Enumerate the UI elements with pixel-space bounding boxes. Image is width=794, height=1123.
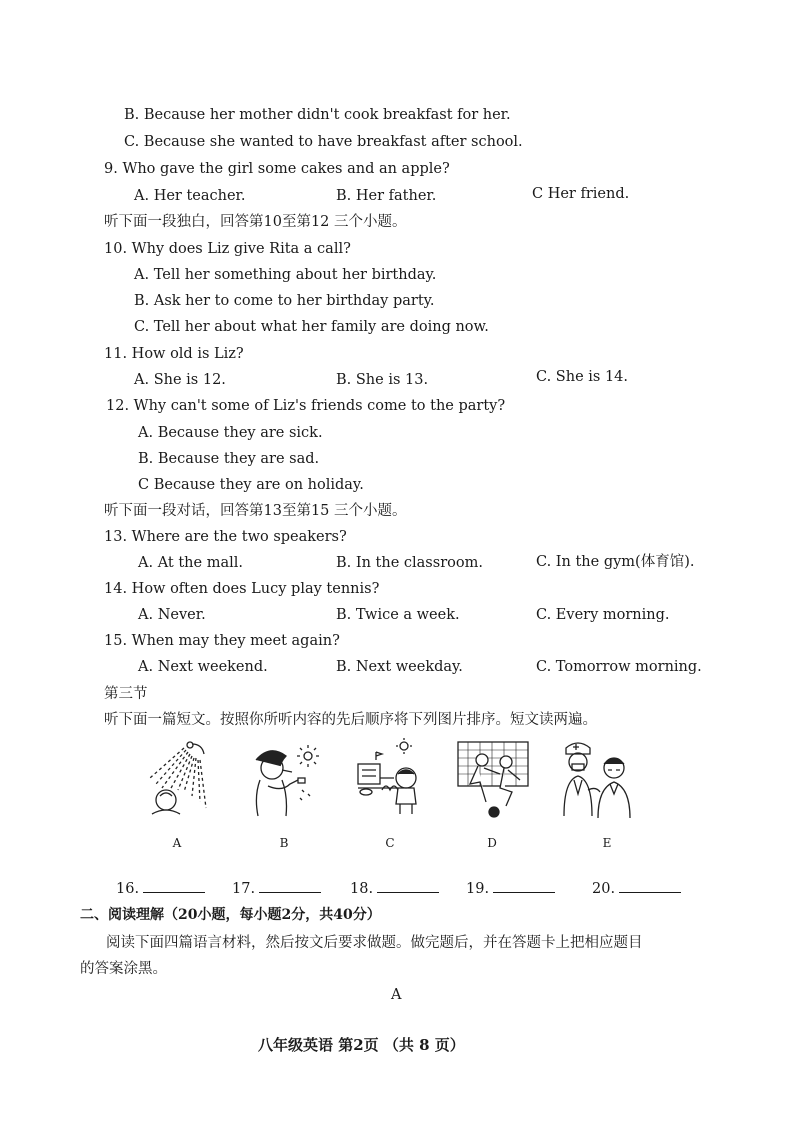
q13-option-b: B. In the classroom. (336, 555, 483, 571)
picture-c-school (352, 738, 426, 822)
q12-option-b: B. Because they are sad. (138, 451, 320, 467)
blank-number: 17. (232, 881, 256, 897)
q13-option-c: C. In the gym(体育馆). (536, 554, 695, 570)
q14-option-a: A. Never. (138, 607, 206, 623)
q14-stem: 14. How often does Lucy play tennis? (104, 581, 380, 597)
q13-stem: 13. Where are the two speakers? (104, 529, 347, 545)
q11-option-b: B. She is 13. (336, 372, 429, 388)
q10-option-c: C. Tell her about what her family are doing now. (134, 319, 489, 335)
q10-option-a: A. Tell her something about her birthday. (134, 267, 437, 283)
page-footer: 八年级英语 第2页 （共 8 页） (258, 1036, 465, 1054)
picture-d-label: D (487, 836, 497, 850)
q12-option-a: A. Because they are sick. (138, 425, 323, 441)
picture-b-label: B (279, 836, 289, 850)
q11-option-c: C. She is 14. (536, 369, 629, 385)
q11-stem: 11. How old is Liz? (104, 346, 244, 362)
answer-blank-16[interactable] (116, 878, 205, 897)
part2-instruction-line2: 的答案涂黑。 (80, 961, 167, 977)
q8-option-c: C. Because she wanted to have breakfast after school. (124, 134, 523, 150)
passage-label: A (391, 987, 402, 1003)
q10-stem: 10. Why does Liz give Rita a call? (104, 241, 351, 257)
answer-blank-20[interactable] (592, 878, 681, 897)
q9-stem: 9. Who gave the girl some cakes and an apple? (104, 161, 450, 177)
blank-number: 18. (350, 881, 374, 897)
q14-option-c: C. Every morning. (536, 607, 670, 623)
answer-blank-18[interactable] (350, 878, 439, 897)
q15-option-a: A. Next weekend. (138, 659, 268, 675)
q15-stem: 15. When may they meet again? (104, 633, 340, 649)
picture-b-brushing (246, 738, 320, 822)
blank-line (619, 878, 681, 893)
blank-line (259, 878, 321, 893)
q9-option-b: B. Her father. (336, 188, 437, 204)
q15-option-b: B. Next weekday. (336, 659, 463, 675)
q9-option-a: A. Her teacher. (134, 188, 246, 204)
picture-e-doctor (560, 738, 634, 822)
q13-option-a: A. At the mall. (138, 555, 243, 571)
q15-option-c: C. Tomorrow morning. (536, 659, 702, 675)
blank-line (493, 878, 555, 893)
section3-instruction: 听下面一篇短文。按照你所听内容的先后顺序将下列图片排序。短文读两遍。 (104, 712, 597, 728)
blank-number: 20. (592, 881, 616, 897)
q10-option-b: B. Ask her to come to her birthday party. (134, 293, 435, 309)
picture-a-shower (140, 738, 214, 822)
blank-number: 19. (466, 881, 490, 897)
answer-blank-17[interactable] (232, 878, 321, 897)
picture-a-label: A (172, 836, 182, 850)
part2-instruction-line1: 阅读下面四篇语言材料，然后按文后要求做题。做完题后，并在答题卡上把相应题目 (106, 935, 643, 951)
instruction-dialogue: 听下面一段对话，回答第13至第15 三个小题。 (104, 503, 407, 519)
section3-title: 第三节 (104, 686, 148, 702)
blank-line (377, 878, 439, 893)
part2-heading: 二、阅读理解（20小题，每小题2分，共40分） (80, 907, 381, 923)
picture-d-soccer (456, 738, 530, 822)
instruction-monologue: 听下面一段独白，回答第10至第12 三个小题。 (104, 214, 407, 230)
q11-option-a: A. She is 12. (134, 372, 226, 388)
picture-e-label: E (602, 836, 612, 850)
picture-c-label: C (385, 836, 395, 850)
q14-option-b: B. Twice a week. (336, 607, 460, 623)
q12-stem: 12. Why can't some of Liz's friends come to the party? (106, 398, 506, 414)
blank-line (143, 878, 205, 893)
q12-option-c: C Because they are on holiday. (138, 477, 364, 493)
q8-option-b: B. Because her mother didn't cook breakfast for her. (124, 107, 511, 123)
answer-blank-19[interactable] (466, 878, 555, 897)
q9-option-c: C Her friend. (532, 186, 630, 202)
blank-number: 16. (116, 881, 140, 897)
